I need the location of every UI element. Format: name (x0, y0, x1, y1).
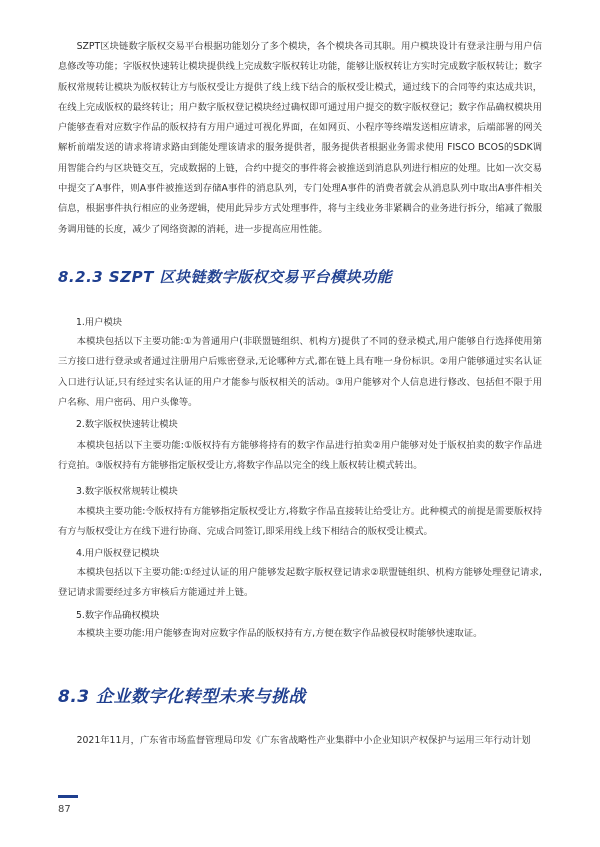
section-heading-8-3: 8.3 企业数字化转型未来与挑战 (58, 687, 307, 707)
module-text-3: 本模块主要功能:令版权持有方能够指定版权受让方,将数字作品直接转让给受让方。此种模式的前提是需要版权持有方与版权受让方在线下进行协商、完成合同签订,即采用线上线下相结合的版权受让模式。 (58, 506, 542, 538)
module-text-2: 本模块包括以下主要功能:①版权持有方能够将持有的数字作品进行拍卖②用户能够对处于版权拍卖的数字作品进行竞拍。③版权持有方能够指定版权受让方,将数字作品以完全的线上版权转让模式转出。 (58, 440, 542, 472)
page-number: 87 (58, 804, 71, 815)
module-text-4: 本模块包括以下主要功能:①经过认证的用户能够发起数字版权登记请求②联盟链组织、机构方能够处理登记请求,登记请求需要经过多方审核后方能通过并上链。 (58, 567, 542, 599)
section-heading-8-2-3: 8.2.3 SZPT 区块链数字版权交易平台模块功能 (58, 268, 393, 286)
section-8-3-text: 2021年11月，广东省市场监督管理局印发《广东省战略性产业集群中小企业知识产权保护与运用三年行动计划 (76, 735, 531, 746)
module-title-3: 3.数字版权常规转让模块 (76, 486, 178, 497)
module-text-1: 本模块包括以下主要功能:①为普通用户(非联盟链组织、机构方)提供了不同的登录模式,用户能够自行选择使用第三方接口进行登录或者通过注册用户后账密登录,无论哪种方式,都在链上具有唯一身份标识。②用户能够通过实名认证入口进行认证,只有经过实名认证的用户才能参与版权相关的活动。③用户能够对个人信息进行修改、包括但不限于用户名称、用户密码、用户头像等。 (58, 336, 542, 408)
module-title-4: 4.用户版权登记模块 (76, 548, 160, 559)
module-title-1: 1.用户模块 (76, 317, 123, 328)
module-text-5: 本模块主要功能:用户能够查询对应数字作品的版权持有方,方便在数字作品被侵权时能够快速取证。 (76, 628, 483, 639)
footer-accent-bar (58, 795, 78, 798)
module-title-2: 2.数字版权快速转让模块 (76, 419, 178, 430)
module-title-5: 5.数字作品确权模块 (76, 610, 160, 621)
intro-paragraph: SZPT区块链数字版权交易平台根据功能划分了多个模块，各个模块各司其职。用户模块设计有登录注册与用户信息修改等功能；字版权快速转让模块提供线上完成数字版权转让功能，能够让版权转让方实时完成数字版权转让；数字版权常规转让模块为版权转让方与版权受让方提供了线上线下结合的版权受让模式，通过线下的合同等约束达成共识，在线上完成版权的最终转让；用户数字版权登记模块经过确权即可通过用户提交的数字版权登记；数字作品确权模块用户能够查看对应数字作品的版权持有方用户通过可视化界面，在如网页、小程序等终端发送相应请求，后端部署的网关解析前端发送的请求将请求路由到能处理该请求的服务提供者，服务提供者根据业务需求使用 FISCO BCOS的SDK调用智能合约与区块链交互，完成数据的上链，合约中提交的事件将会被推送到消息队列进行相应的处理。比如一次交易中提交了A事件，则A事件被推送到存储A事件的消息队列，专门处理A事件的消费者就会从消息队列中取出A事件相关信息，根据事件执行相应的业务逻辑，使用此异步方式处理事件，将与主线业务非紧耦合的业务进行拆分，缩减了微服务调用链的长度，减少了网络资源的消耗，进一步提高应用性能。 (58, 41, 542, 235)
